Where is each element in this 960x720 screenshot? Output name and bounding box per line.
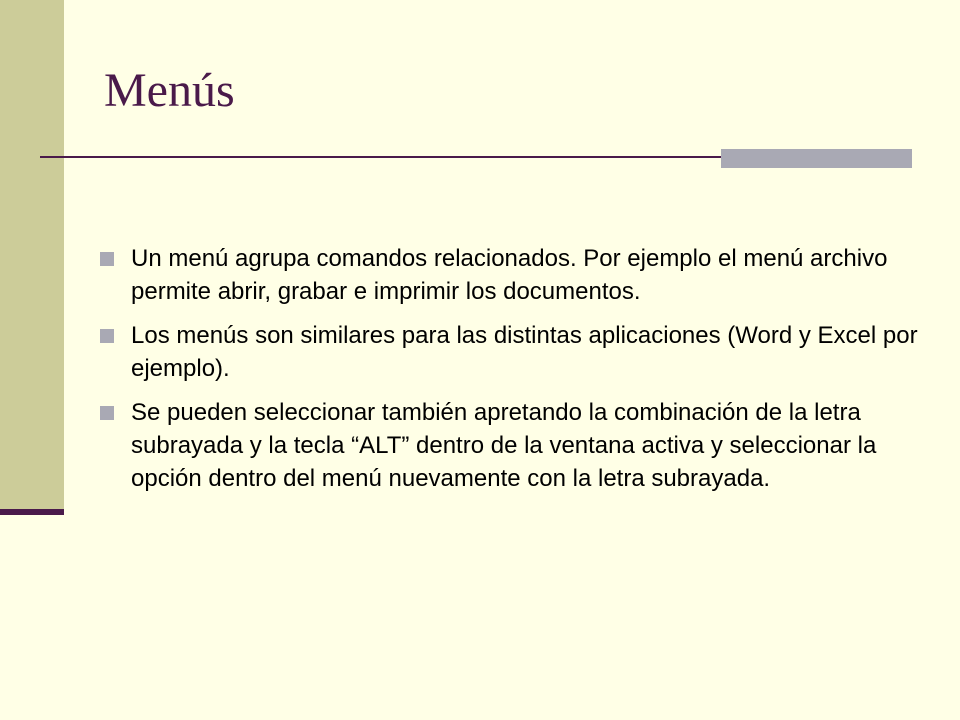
bullet-item [98, 242, 948, 308]
title-underline-accent [721, 149, 912, 168]
square-bullet-icon [100, 252, 114, 266]
bullet-text: Un menú agrupa comandos relacionados. Por ejemplo el menú archivo permite abrir, grabar e imprimir los documentos. [131, 245, 888, 305]
bullet-list [98, 242, 948, 506]
bullet-item [98, 319, 948, 385]
bullet-item [98, 396, 948, 495]
left-bar-accent-line [0, 509, 64, 515]
bullet-text: Los menús son similares para las distintas aplicaciones (Word y Excel por ejemplo). [131, 322, 918, 382]
square-bullet-icon [100, 329, 114, 343]
left-decorative-bar [0, 0, 64, 512]
bullet-text: Se pueden seleccionar también apretando la combinación de la letra subrayada y la tecla “ALT” dentro de la ventana activa y seleccionar la opción dentro del menú nuevamente con la letra subrayada. [131, 399, 877, 492]
slide-title: Menús [104, 64, 235, 117]
square-bullet-icon [100, 406, 114, 420]
